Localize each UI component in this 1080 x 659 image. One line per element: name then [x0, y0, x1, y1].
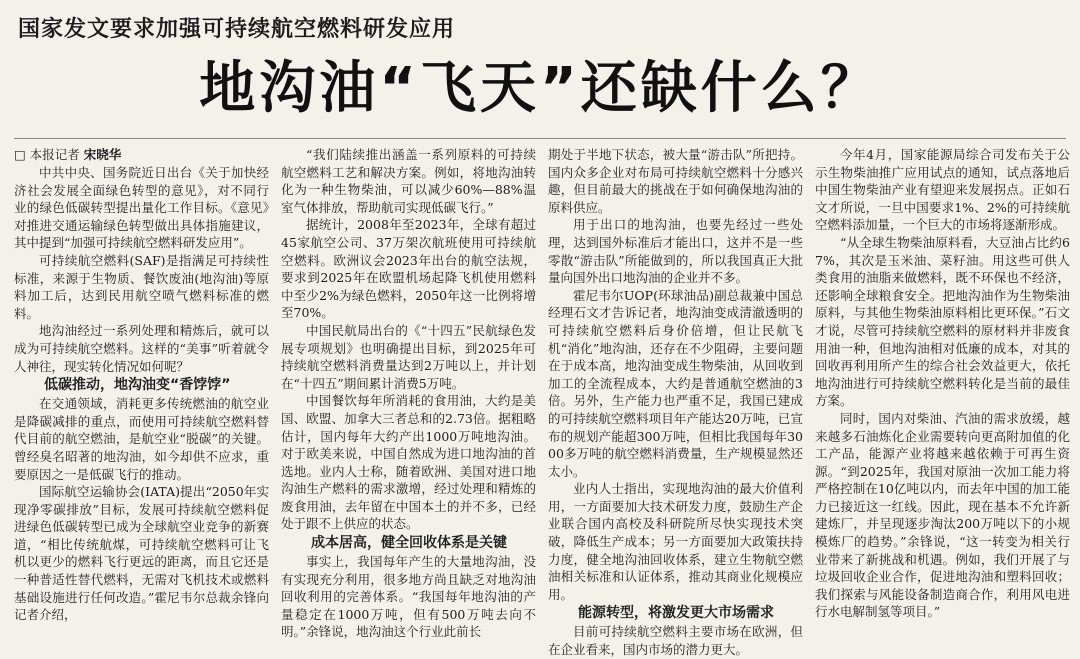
column-3 — [548, 146, 803, 658]
byline-prefix: □ 本报记者 — [14, 147, 84, 162]
header-divider — [14, 138, 1066, 139]
section-subhead: 能源转型，将激发更大市场需求 — [578, 605, 774, 622]
paragraph: 据统计，2008年至2023年，全球有超过45家航空公司、37万架次航班使用可持续航空燃料。欧洲议会2023年出台的航空法规，要求到2025年在欧盟机场起降飞机使用燃料中至少2%为绿色燃料，2050年这一比例将增至70%。 — [281, 217, 536, 321]
paragraph: 可持续航空燃料(SAF)是指满足可持续性标准，来源于生物质、餐饮废油(地沟油)等原料加工后，达到民用航空喷气燃料标准的燃料。 — [14, 252, 269, 321]
reporter-name: 宋晓华 — [83, 147, 122, 162]
paragraph: 今年4月，国家能源局综合司发布关于公示生物柴油推广应用试点的通知，试点落地后中国生物柴油产业有望迎来发展拐点。正如石文才所说，一旦中国要求1%、2%的可持续航空燃料添加量，一个巨大的市场将逐渐形成。 — [815, 147, 1070, 233]
paragraph: 同时，国内对柴油、汽油的需求放缓，越来越多石油炼化企业需要转向更高附加值的化工产品，能源产业将越来越依赖于可再生资源。“到2025年，我国对原油一次加工能力将严格控制在10亿吨以内，而去年中国的加工能力已接近这一红线。因此，现在基本不允许新建炼厂，并呈现逐步淘汰200万吨以下的小规模炼厂的趋势。”余锋说，“这一转变为相关行业带来了新挑战和机遇。例如，我们开展了与垃圾回收企业合作，促进地沟油和塑料回收；我们探索与风能设备制造商合作，利用风电进行水电解制氢等项目。” — [815, 410, 1070, 620]
paragraph: 中国餐饮每年所消耗的食用油，大约是美国、欧盟、加拿大三者总和的2.73倍。据粗略估计，国内每年大约产出1000万吨地沟油。对于欧美来说，中国自然成为进口地沟油的首选地。业内人士称，随着欧洲、美国对进口地沟油生产燃料的需求激增，经过处理和精炼的废食用油，去年留在中国本土的并不多，已经处于跟不上供应的状态。 — [281, 393, 536, 532]
paragraph: 中国民航局出台的《“十四五”民航绿色发展专项规划》也明确提出目标，到2025年可持续航空燃料消费量达到2万吨以上，并计划在“十四五”期间累计消费5万吨。 — [281, 322, 536, 391]
paragraph: 中共中央、国务院近日出台《关于加快经济社会发展全面绿色转型的意见》，对不同行业的绿色低碳转型提出量化工作目标。《意见》对推进交通运输绿色转型做出具体指施建议，其中提到“加强可持续航空燃料研发应用”。 — [14, 165, 269, 251]
byline — [14, 146, 269, 164]
column-4 — [815, 146, 1070, 633]
paragraph: 地沟油经过一系列处理和精炼后，就可以成为可持续航空燃料。这样的“美事”听着就令人神往，现实转化情况如何呢？ — [14, 323, 269, 374]
paragraph: 事实上，我国每年产生的大量地沟油，没有实现充分利用，很多地方尚且缺乏对地沟油回收利用的完善体系。“我国每年地沟油的产量稳定在1000万吨，但有500万吨去向不明。”余锋说，地沟油这个行业此前长 — [281, 554, 536, 640]
paragraph: 期处于半地下状态，被大量“游击队”所把持。国内众多企业对布局可持续航空燃料十分感兴趣，但目前最大的挑战在于如何确保地沟油的原料供应。 — [548, 147, 803, 215]
column-1 — [14, 146, 269, 633]
paragraph: “我们陆续推出涵盖一系列原料的可持续航空燃料工艺和解决方案。例如，将地沟油转化为一种生物柴油，可以减少60%—88%温室气体排放，帮助航司实现低碳飞行。” — [281, 147, 536, 215]
kicker-title: 国家发文要求加强可持续航空燃料研发应用 — [18, 17, 456, 42]
section-subhead: 低碳推动，地沟油变“香饽饽” — [44, 377, 231, 394]
paragraph: 业内人士指出，实现地沟油的最大价值利用，一方面要加大技术研发力度，鼓励生产企业联合国内高校及科研院所尽快实现技术突破，降低生产成本；另一方面要加大政策扶持力度，健全地沟油回收体系，建立生物航空燃油相关标准和认证体系，推动其商业化规模应用。 — [548, 481, 803, 602]
paragraph: 用于出口的地沟油，也要先经过一些处理，达到国外标准后才能出口，这并不是一些零散“游击队”所能做到的，所以我国真正大批量向国外出口地沟油的企业并不多。 — [548, 217, 803, 286]
paragraph: 霍尼韦尔UOP(环球油品)副总裁兼中国总经理石文才告诉记者，地沟油变成清澈透明的可持续航空燃料后身价倍增，但让民航飞机“消化”地沟油，还存在不少阻碍，主要问题在于成本高，地沟油变成生物柴油，从回收到加工的全流程成本，大约是普通航空燃油的3倍。另外，生产能力也严重不足，我国已建成的可持续航空燃料项目年产能达20万吨，已宣布的规划产能超300万吨，但相比我国每年3000多万吨的航空燃料消费量，生产规模显然还太小。 — [548, 287, 803, 479]
paragraph: 目前可持续航空燃料主要市场在欧洲，但在企业看来，国内市场的潜力更大。 — [548, 624, 803, 658]
headline: 地沟油“飞天”还缺什么？ — [199, 56, 881, 121]
paragraph: “从全球生物柴油原料看，大豆油占比约67%，其次是玉米油、菜籽油。用这些可供人类食用的油脂来做燃料，既不环保也不经济，还影响全球粮食安全。把地沟油作为生物柴油原料，与其他生物柴油原料相比更环保。”石文才说，尽管可持续航空燃料的原材料并非废食用油一种，但地沟油相对低廉的成本，对其的回收再利用所产生的综合社会效益更大，依托地沟油进行可持续航空燃料转化是当前的最佳方案。 — [815, 234, 1070, 409]
section-subhead: 成本居高，健全回收体系是关键 — [311, 535, 507, 552]
paragraph: 国际航空运输协会(IATA)提出“2050年实现净零碳排放”目标，发展可持续航空燃料促进绿色低碳转型已成为全球航空业竞争的新赛道，“相比传统航煤，可持续航空燃料可让飞机以更少的燃料飞行更远的距离，而且它还是一种普适性替代燃料，无需对飞机技术或燃料基础设施进行任何改造。”霍尼韦尔总裁余锋向记者介绍， — [14, 484, 269, 623]
paragraph: 在交通领域，消耗更多传统燃油的航空业是降碳减排的重点，而使用可持续航空燃料替代目前的航空燃油，是航空业“脱碳”的关键。曾经臭名昭著的地沟油，如今却供不应求，重要原因之一是低碳飞行的推动。 — [14, 396, 269, 482]
column-2 — [281, 146, 536, 640]
article-body — [14, 146, 1070, 658]
